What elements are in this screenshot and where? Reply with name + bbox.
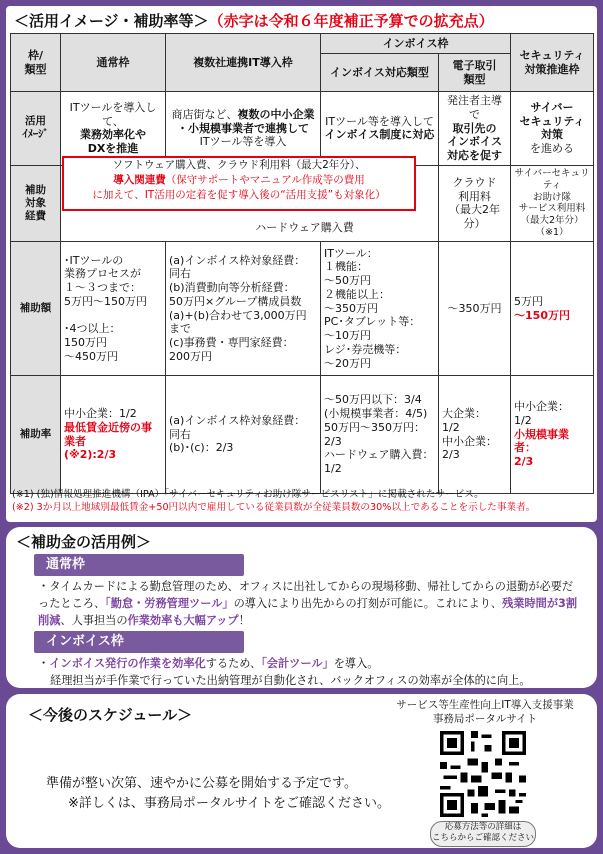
subsidy-rate-panel [6, 6, 597, 522]
row-head-gaku: 補助額 [11, 242, 61, 376]
title-main: ＜活用イメージ・補助率等＞ [14, 12, 209, 30]
cell-inv-katsuyo: ITツール等を導入して インボイス制度に対応 [321, 92, 439, 166]
cell-sec-katsuyo: サイバー セキュリティ 対策 を進める [511, 92, 594, 166]
cell-inv-gaku: ITツール： １機能： ～50万円 ２機能以上： ～350万円 PC･タブレット等： ～10万円 レジ･券売機等： ～20万円 [321, 242, 439, 376]
cell-fukusu-gaku: (a)インボイス枠対象経費： 同右 (b)消費動向等分析経費： 50万円×グループ構成員数 (a)+(b)合わせて3,000万円まで (c)事務費・専門家経費： 200万円 [166, 242, 321, 376]
section-title [14, 10, 494, 31]
header-security: セキュリティ 対策推進枠 [511, 34, 594, 92]
example-tsujo: ・タイムカードによる勤怠管理のため、オフィスに出社してからの現場移動、帰社してからの退勤が必要だったところ、「勤怠・労務管理ツール」の導入により出先からの打刻が可能に。これにより、残業時間が3割削減、人事担当の作業効率も大幅アップ！ [38, 580, 578, 627]
cell-sec-gaku: 5万円 ～150万円 [511, 242, 594, 376]
cell-sec-ritsu: 中小企業： 1/2 小規模事業者： 2/3 [511, 376, 594, 494]
tag-tsujo: 通常枠 [34, 554, 244, 576]
header-denshi: 電子取引 類型 [439, 54, 511, 92]
cell-tsujo-katsuyo: ITツールを導入して、 業務効率化や DXを推進 [61, 92, 166, 166]
footnote-1: (※1) (独)情報処理推進機構（IPA）「サイバーセキュリティお助け隊サービスリスト」に掲載されたサービス。 [12, 489, 484, 500]
example-invoice: ・インボイス発行の作業を効率化するため、「会計ツール」を導入。 経理担当が手作業で行っていた出納管理が自動化され、バックオフィスの効率が全体的に向上。 [38, 657, 531, 687]
header-fukusu: 複数社連携IT導入枠 [166, 34, 321, 92]
schedule-panel [6, 694, 597, 848]
cell-fukusu-ritsu: (a)インボイス枠対象経費： 同右 (b)･(c)：2/3 [166, 376, 321, 494]
cell-fukusu-katsuyo: 商店街など、複数の中小企業 ・小規模事業者で連携して ITツール等を導入 [166, 92, 321, 166]
schedule-text: 準備が整い次第、速やかに公募を開始する予定です。 ※詳しくは、事務局ポータルサイトをご確認ください。 [46, 776, 390, 811]
row-head-keihi: 補助 対象 経費 [11, 165, 61, 241]
portal-site-label: サービス等生産性向上IT導入支援事業 事務局ポータルサイト [396, 699, 574, 726]
cell-sec-keihi: サイバーセキュリティ お助け隊 サービス利用料 （最大2年分） （※1） [511, 165, 594, 241]
expanded-cost-box: ソフトウェア購入費、クラウド利用料（最大2年分）、 導入関連費（保守サポートやマニュアル作成等の費用 に加えて、IT活用の定着を促す導入後の“活用支援”も対象化） [62, 156, 416, 211]
detail-link-button[interactable]: 応募方法等の詳細は こちらからご確認ください [430, 821, 536, 847]
usage-title: ＜補助金の活用例＞ [16, 533, 152, 551]
tag-invoice: インボイス枠 [34, 631, 244, 653]
cell-inv-ritsu: ～50万円以下：3/4 (小規模事業者：4/5) 50万円～350万円： 2/3 ハードウェア購入費： 1/2 [321, 376, 439, 494]
cell-den-gaku: ～350万円 [439, 242, 511, 376]
header-invoice: インボイス枠 [321, 34, 511, 54]
schedule-title: ＜今後のスケジュール＞ [28, 706, 193, 724]
row-head-ritsu: 補助率 [11, 376, 61, 494]
cell-den-katsuyo: 発注者主導で 取引先の インボイス 対応を促す [439, 92, 511, 166]
cell-tsujo-ritsu: 中小企業：1/2 最低賃金近傍の事業者 (※2):2/3 [61, 376, 166, 494]
footnotes [12, 489, 592, 515]
cell-den-ritsu: 大企業： 1/2 中小企業： 2/3 [439, 376, 511, 494]
usage-example-panel [6, 527, 597, 688]
header-invoice-taio: インボイス対応類型 [321, 54, 439, 92]
qr-code-icon[interactable] [440, 731, 526, 817]
title-note: （赤字は令和６年度補正予算での拡充点） [208, 12, 494, 30]
subsidy-table [10, 33, 594, 494]
hardware-cost: ハードウェア購入費 [255, 221, 354, 235]
row-head-katsuyo: 活用 ｲﾒｰｼﾞ [11, 92, 61, 166]
header-tsujo: 通常枠 [61, 34, 166, 92]
footnote-2: (※2) 3か月以上地域別最低賃金+50円以内で雇用している従業員数が全従業員数の30%以上であることを示した事業者。 [12, 501, 536, 513]
cell-tsujo-gaku: ･ITツールの 業務プロセスが １～３つまで： 5万円～150万円 ･4つ以上： 150万円 ～450万円 [61, 242, 166, 376]
cell-den-keihi: クラウド 利用料 （最大2年分） [439, 165, 511, 241]
header-waku: 枠/ 類型 [11, 34, 61, 92]
